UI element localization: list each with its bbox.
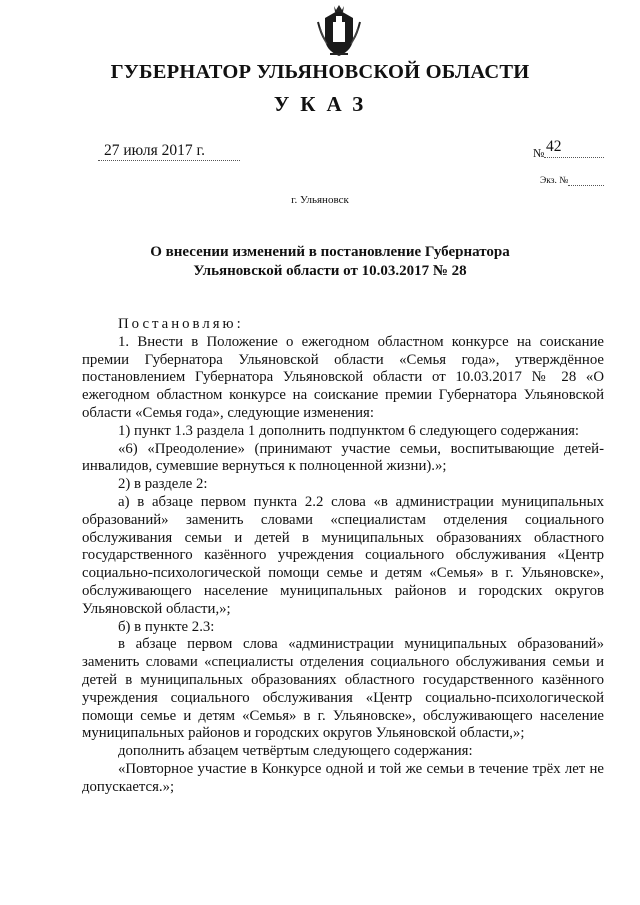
- decree-subject: [120, 243, 540, 281]
- body-paragraph: «6) «Преодоление» (принимают участие семьи, воспитывающие детей-инвалидов, сумевшие вернуться к полноценной жизни).»;: [82, 440, 604, 475]
- decree-title: УКАЗ: [273, 92, 375, 116]
- number-underline: [544, 157, 604, 158]
- decree-number: 42: [546, 138, 562, 155]
- body-paragraph: а) в абзаце первом пункта 2.2 слова «в администрации муниципальных образований» заменить словами «специалистам отделения социального обслуживания семьи и детей в муниципальных образованиях областного государственного казённого учреждения социального обслуживания «Центр социально-психологической помощи семье и детям «Семья» в г. Ульяновске», обслуживающего население муниципальных районов и городских округов Ульяновской области,»;: [82, 493, 604, 617]
- body-paragraph: дополнить абзацем четвёртым следующего содержания:: [118, 743, 473, 760]
- decree-body: [82, 316, 604, 797]
- body-paragraph: 1. Внести в Положение о ежегодном областном конкурсе на соискание премии Губернатора Ульяновской области «Семья года», утверждённое постановлением Губернатора Ульяновской области от 10.03.2017 № 28 «О ежегодном областном конкурсе на соискание премии Губернатора Ульяновской области «Семья года», следующие изменения:: [82, 333, 604, 421]
- body-paragraph: Постановляю:: [118, 316, 244, 332]
- body-paragraph: 1) пункт 1.3 раздела 1 дополнить подпунктом 6 следующего содержания:: [118, 422, 580, 439]
- subject-line-2: Ульяновской области от 10.03.2017 № 28: [193, 263, 467, 279]
- body-paragraph: б) в пункте 2.3:: [118, 618, 215, 635]
- body-paragraph: 2) в разделе 2:: [118, 476, 208, 493]
- subject-line-1: О внесении изменений в постановление Губернатора: [150, 244, 510, 260]
- governor-title: ГУБЕРНАТОР УЛЬЯНОВСКОЙ ОБЛАСТИ: [110, 61, 530, 83]
- date-underline: [98, 160, 240, 161]
- city: г. Ульяновск: [291, 194, 349, 206]
- number-label: №: [533, 146, 545, 160]
- copy-number-label: Экз. №: [540, 176, 569, 186]
- body-paragraph: «Повторное участие в Конкурсе одной и той же семьи в течение трёх лет не допускается.»;: [82, 760, 604, 795]
- coat-of-arms-icon: [316, 4, 362, 60]
- copy-number-underline: [568, 185, 604, 186]
- decree-date: 27 июля 2017 г.: [104, 142, 205, 159]
- body-paragraph: в абзаце первом слова «администрации муниципальных образований» заменить словами «специалисты отделения социального обслуживания семьи и детей в муниципальных образованиях областного государственного казённого учреждения социального обслуживания «Центр социально-психологической помощи семье и детям «Семья» в г. Ульяновске», обслуживающего население муниципальных районов и городских округов Ульяновской области,»;: [82, 636, 604, 742]
